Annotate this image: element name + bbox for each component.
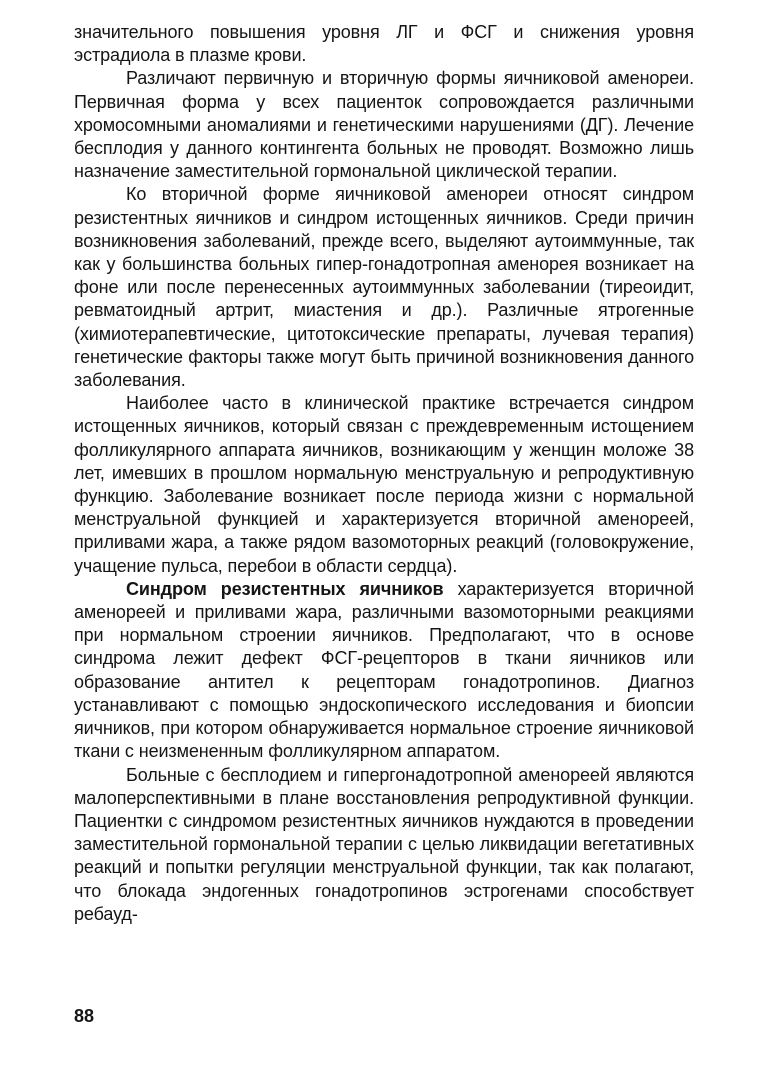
- page-body: [74, 21, 694, 926]
- term-resistant-ovaries-syndrome: Синдром резистентных яичников: [126, 578, 444, 599]
- page-number: 88: [74, 1006, 95, 1026]
- paragraph-infertility-patients: Больные с бесплодием и гипергонадотропной аменореей являются малоперспективными в плане восстановления репродуктивной функции. Пациентки с синдромом резистентных яичников нуждаются в проведении заместительной гормональной терапии с целью ликвидации вегетативных реакций и попытки регуляции менструальной функции, так как полагают, что блокада эндогенных гонадотропинов эстрогенами способствует ребауд-: [74, 764, 694, 924]
- paragraph-continuation: значительного повышения уровня ЛГ и ФСГ и снижения уровня эстрадиола в плазме крови.: [74, 22, 694, 66]
- paragraph-exhausted-ovaries: Наиболее часто в клинической практике встречается синдром истощенных яичников, который связан с преждевременным истощением фолликулярного аппарата яичников, возникающим у женщин моложе 38 лет, имевших в прошлом нормальную менструальную и репродуктивную функцию. Заболевание возникает после периода жизни с нормальной менструальной функцией и характеризуется вторичной аменореей, приливами жара, а также рядом вазомоторных реакций (головокружение, учащение пульса, перебои в области сердца).: [74, 393, 694, 576]
- paragraph-resistant-ovaries-text: характеризуется вторичной аменореей и приливами жара, различными вазомоторными реакциями при нормальном строении яичников. Предполагают, что в основе синдрома лежит дефект ФСГ-рецепторов в ткани яичников или образование антител к рецепторам гонадотропинов. Диагноз устанавливают с помощью эндоскопического исследования и биопсии яичников, при котором обнаруживается нормальное строение яичниковой ткани с неизмененным фолликулярном аппаратом.: [74, 578, 694, 762]
- paragraph-secondary-form: Ко вторичной форме яичниковой аменореи относят синдром резистентных яичников и синдром истощенных яичников. Среди причин возникновения заболеваний, прежде всего, выделяют аутоиммунные, так как у большинства больных гипер-гонадотропная аменорея возникает на фоне или после перенесенных аутоиммунных заболевании (тиреоидит, ревматоидный артрит, миастения и др.). Различные ятрогенные (химиотерапевтические, цитотоксические препараты, лучевая терапия) генетические факторы также могут быть причиной возникновения данного заболевания.: [74, 184, 694, 391]
- paragraph-amenorrhea-forms: Различают первичную и вторичную формы яичниковой аменореи. Первичная форма у всех пациенток сопровождается различными хромосомными аномалиями и генетическими нарушениями (ДГ). Лечение бесплодия у данного контингента больных не проводят. Возможно лишь назначение заместительной гормональной циклической терапии.: [74, 68, 694, 182]
- paragraph-resistant-ovaries: [74, 578, 694, 764]
